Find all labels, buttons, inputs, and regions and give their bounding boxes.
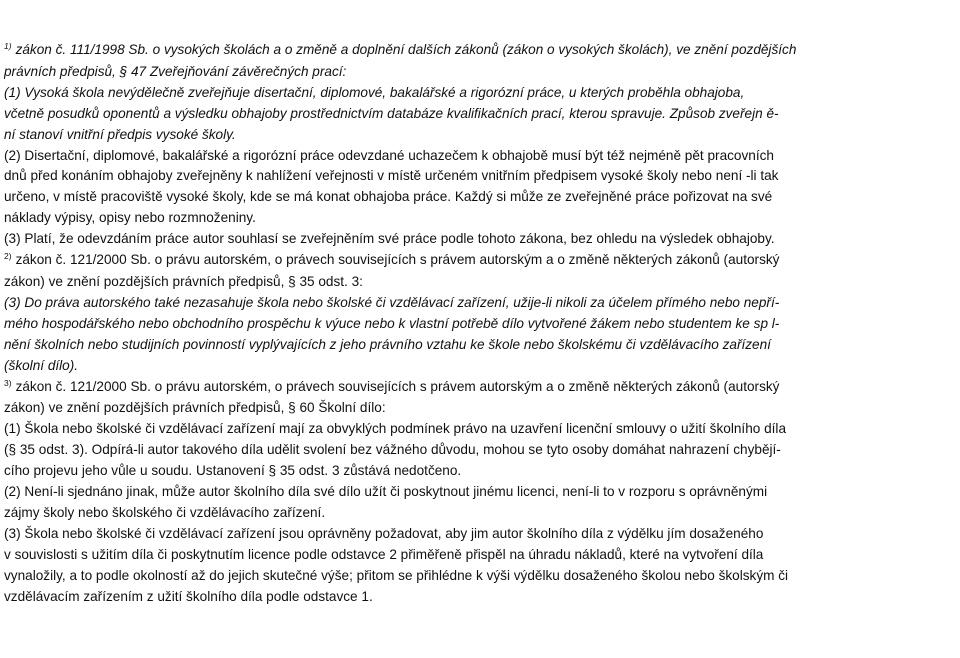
footnote-text: zákon č. 121/2000 Sb. o právu autorském, o právech souvisejících s právem autorským a o změně některých zákonů (autorský [15,252,780,268]
footnote-line: (1) Škola nebo školské či vzdělávací zařízení mají za obvyklých podmínek právo na uzavření licenční smlouvy o užití školního díla [4,421,787,437]
footnote-text: zákon č. 111/1998 Sb. o vysokých školách a o změně a doplnění dalších zákonů (zákon o vysokých školách), ve znění pozdějších [15,42,797,57]
footnote-1 [4,40,956,250]
footnote-line: cího projevu jeho vůle u soudu. Ustanovení § 35 odst. 3 zůstává nedotčeno. [4,463,462,479]
footnote-line: zájmy školy nebo školského či vzdělávacího zařízení. [4,504,326,520]
footnote-line: ní stanoví vnitřní předpis vysoké školy. [4,126,236,142]
footnote-line: zákon) ve znění pozdějších právních předpisů, § 60 Školní dílo: [4,400,386,416]
footnote-line: (školní dílo). [4,357,79,373]
footnote-mark: 3) [4,377,12,388]
footnote-line: v souvislosti s užitím díla či poskytnutím licence podle odstavce 2 přiměřeně přispěl na úhradu nákladů, které na vytvoření díla [4,546,764,562]
footnote-line: (2) Disertační, diplomové, bakalářské a rigorózní práce odevzdané uchazečem k obhajobě musí být též nejméně pět pracovních [4,147,774,163]
footnote-line: určeno, v místě pracoviště vysoké školy, kde se má konat obhajoba práce. Každý si může ze zveřejněné práce pořizovat na své [4,189,773,205]
footnote-line: právních předpisů, § 47 Zveřejňování závěrečných prací: [4,63,347,79]
document-page [0,40,960,658]
footnote-text: zákon č. 121/2000 Sb. o právu autorském, o právech souvisejících s právem autorským a o změně některých zákonů (autorský [15,378,780,394]
footnote-line: vynaložily, a to podle okolností až do jejich skutečné výše; přitom se přihlédne k výši výdělku dosaženého školou nebo školským či [4,567,789,583]
footnote-line: včetně posudků oponentů a výsledku obhajoby prostřednictvím databáze kvalifikačních prací, kterou spravuje. Způsob zveřejn ě- [4,105,779,121]
footnote-line [4,377,956,399]
footnote-mark: 2) [4,251,12,262]
footnote-mark: 1) [4,41,12,51]
footnote-line [4,40,956,62]
footnote-line: zákon) ve znění pozdějších právních předpisů, § 35 odst. 3: [4,273,363,289]
footnote-line: nění školních nebo studijních povinností vyplývajících z jeho právního vztahu ke škole nebo školskému či vzdělávacího zařízení [4,336,771,352]
footnote-line: (3) Platí, že odevzdáním práce autor souhlasí se zveřejněním své práce podle tohoto zákona, bez ohledu na výsledek obhajoby. [4,231,775,247]
footnote-3 [4,377,956,608]
footnote-line: vzdělávacím zařízením z užití školního díla podle odstavce 1. [4,588,373,604]
footnote-2 [4,250,956,376]
footnote-line: (3) Do práva autorského také nezasahuje škola nebo školské či vzdělávací zařízení, užije-li nikoli za účelem přímého nebo nepří- [4,294,780,310]
footnote-line: (3) Škola nebo školské či vzdělávací zařízení jsou oprávněny požadovat, aby jim autor školního díla z výdělku jím dosaženého [4,525,764,541]
footnote-line: mého hospodářského nebo obchodního prospěchu k výuce nebo k vlastní potřebě dílo vytvořené žákem nebo studentem ke sp l- [4,315,780,331]
footnote-line: (2) Není-li sjednáno jinak, může autor školního díla své dílo užít či poskytnout jinému licenci, není-li to v rozporu s oprávněnými [4,484,768,500]
footnote-line [4,250,956,272]
footnote-line: náklady výpisy, opisy nebo rozmnoženiny. [4,210,256,226]
footnote-line: (§ 35 odst. 3). Odpírá-li autor takového díla udělit svolení bez vážného důvodu, mohou se tyto osoby domáhat nahrazení chybějí- [4,442,781,458]
footnote-line: dnů před konáním obhajoby zveřejněny k nahlížení veřejnosti v místě určeném vnitřním předpisem vysoké školy nebo není -li tak [4,168,779,184]
footnote-line: (1) Vysoká škola nevýdělečně zveřejňuje disertační, diplomové, bakalářské a rigorózní práce, u kterých proběhla obhajoba, [4,84,745,100]
